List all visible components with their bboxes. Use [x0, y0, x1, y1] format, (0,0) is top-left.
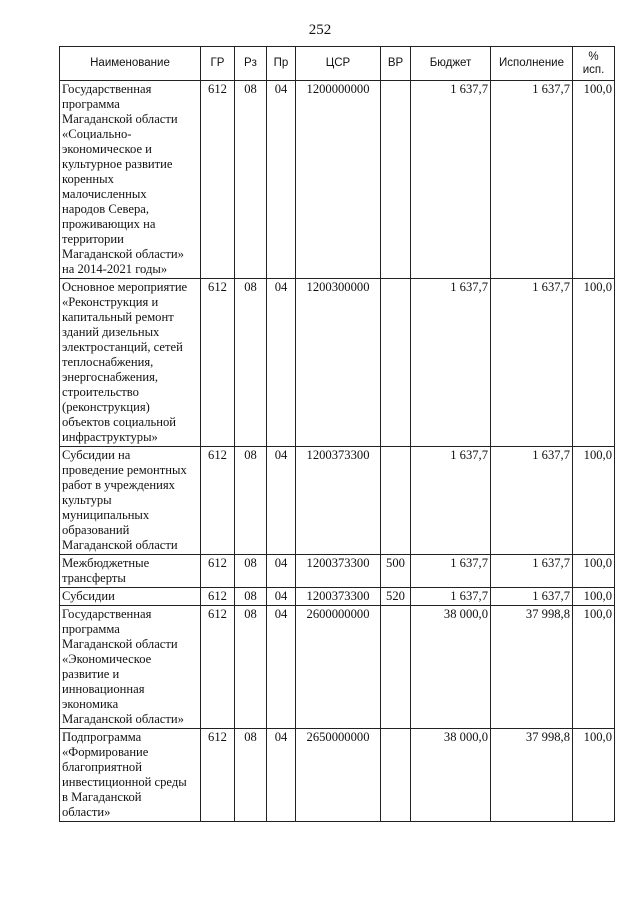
cell-csr: 1200000000 [296, 81, 381, 279]
cell-budget: 1 637,7 [411, 555, 491, 588]
page-number: 252 [308, 22, 332, 38]
cell-name: Межбюджетные трансферты [60, 555, 201, 588]
header-budget: Бюджет [411, 47, 491, 81]
budget-table [59, 46, 615, 822]
header-csr: ЦСР [296, 47, 381, 81]
cell-pr: 04 [267, 729, 296, 822]
cell-rz: 08 [235, 447, 267, 555]
cell-gr: 612 [201, 588, 235, 606]
cell-pct: 100,0 [573, 447, 615, 555]
cell-vr [381, 729, 411, 822]
header-pr: Пр [267, 47, 296, 81]
cell-pct: 100,0 [573, 279, 615, 447]
cell-pr: 04 [267, 588, 296, 606]
cell-execution: 1 637,7 [491, 81, 573, 279]
table-row [60, 555, 615, 588]
cell-execution: 1 637,7 [491, 279, 573, 447]
cell-execution: 37 998,8 [491, 729, 573, 822]
cell-vr: 500 [381, 555, 411, 588]
cell-pct: 100,0 [573, 81, 615, 279]
table-row [60, 447, 615, 555]
cell-rz: 08 [235, 81, 267, 279]
cell-rz: 08 [235, 588, 267, 606]
cell-name: Государственная программа Магаданской области «Экономическое развитие и инновационная экономика Магаданской области» [60, 606, 201, 729]
cell-name: Субсидии [60, 588, 201, 606]
cell-pct: 100,0 [573, 588, 615, 606]
cell-pct: 100,0 [573, 606, 615, 729]
cell-rz: 08 [235, 555, 267, 588]
table-row [60, 729, 615, 822]
header-execution: Исполнение [491, 47, 573, 81]
cell-name: Государственная программа Магаданской области «Социально- экономическое и культурное развитие коренных малочисленных народов Севера, проживающих на территории Магаданской области» на 2014-2021 годы» [60, 81, 201, 279]
cell-budget: 1 637,7 [411, 81, 491, 279]
cell-budget: 1 637,7 [411, 279, 491, 447]
cell-csr: 1200373300 [296, 555, 381, 588]
cell-pr: 04 [267, 279, 296, 447]
cell-execution: 1 637,7 [491, 588, 573, 606]
table-header-row [60, 47, 615, 81]
cell-name: Подпрограмма «Формирование благоприятной инвестиционной среды в Магаданской области» [60, 729, 201, 822]
cell-gr: 612 [201, 729, 235, 822]
cell-pct: 100,0 [573, 729, 615, 822]
cell-csr: 2650000000 [296, 729, 381, 822]
cell-rz: 08 [235, 606, 267, 729]
table-row [60, 606, 615, 729]
cell-pr: 04 [267, 555, 296, 588]
header-pct: % исп. [573, 47, 615, 81]
cell-gr: 612 [201, 279, 235, 447]
cell-vr [381, 447, 411, 555]
header-gr: ГР [201, 47, 235, 81]
cell-rz: 08 [235, 729, 267, 822]
table-body [60, 81, 615, 822]
cell-pr: 04 [267, 447, 296, 555]
cell-vr: 520 [381, 588, 411, 606]
cell-execution: 37 998,8 [491, 606, 573, 729]
cell-gr: 612 [201, 447, 235, 555]
cell-execution: 1 637,7 [491, 447, 573, 555]
cell-pct: 100,0 [573, 555, 615, 588]
cell-budget: 1 637,7 [411, 588, 491, 606]
cell-vr [381, 81, 411, 279]
table-row [60, 588, 615, 606]
cell-csr: 2600000000 [296, 606, 381, 729]
cell-name: Основное мероприятие «Реконструкция и капитальный ремонт зданий дизельных электростанций, сетей теплоснабжения, энергоснабжения, строительство (реконструкция) объектов социальной инфраструктуры» [60, 279, 201, 447]
table-row [60, 81, 615, 279]
table-row [60, 279, 615, 447]
cell-pr: 04 [267, 81, 296, 279]
cell-name: Субсидии на проведение ремонтных работ в учреждениях культуры муниципальных образований Магаданской области [60, 447, 201, 555]
cell-budget: 38 000,0 [411, 729, 491, 822]
header-vr: ВР [381, 47, 411, 81]
cell-csr: 1200300000 [296, 279, 381, 447]
cell-csr: 1200373300 [296, 588, 381, 606]
cell-execution: 1 637,7 [491, 555, 573, 588]
cell-gr: 612 [201, 81, 235, 279]
cell-budget: 38 000,0 [411, 606, 491, 729]
cell-gr: 612 [201, 606, 235, 729]
cell-gr: 612 [201, 555, 235, 588]
cell-pr: 04 [267, 606, 296, 729]
header-rz: Рз [235, 47, 267, 81]
cell-vr [381, 279, 411, 447]
cell-csr: 1200373300 [296, 447, 381, 555]
cell-budget: 1 637,7 [411, 447, 491, 555]
cell-rz: 08 [235, 279, 267, 447]
cell-vr [381, 606, 411, 729]
header-name: Наименование [60, 47, 201, 81]
